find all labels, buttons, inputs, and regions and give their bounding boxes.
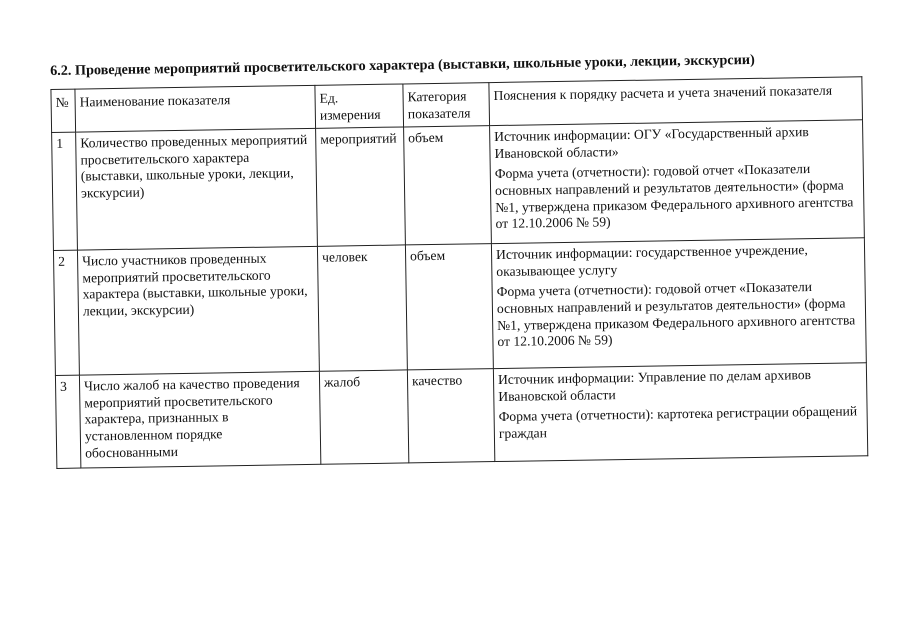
explanation-form: Форма учета (отчетности): картотека регистрации обращений граждан xyxy=(498,403,858,441)
header-category: Категория показателя xyxy=(403,83,490,128)
cell-explanation xyxy=(491,238,866,369)
cell-unit: человек xyxy=(317,245,407,371)
explanation-source: Источник информации: ОГУ «Государственный архив Ивановской области» xyxy=(494,124,809,161)
cell-unit: жалоб xyxy=(319,370,408,464)
cell-category: объем xyxy=(404,126,492,245)
cell-explanation xyxy=(493,363,867,462)
header-name: Наименование показателя xyxy=(75,85,316,132)
cell-name: Число жалоб на качество проведения мероприятий просветительского характера, признанных в установленном порядке обоснованными xyxy=(79,371,320,468)
scanned-content xyxy=(50,49,868,469)
cell-no: 2 xyxy=(53,250,79,375)
explanation-form: Форма учета (отчетности): годовой отчет «Показатели основных направлений и результатов деятельности» (форма №1, утверждена приказом Федерального архивного агентства от 12.10.2006 № 59) xyxy=(496,279,856,350)
header-explanation: Пояснения к порядку расчета и учета значений показателя xyxy=(489,77,863,126)
header-unit: Ед. измерения xyxy=(315,84,404,129)
cell-explanation xyxy=(490,120,865,244)
cell-category: качество xyxy=(407,369,494,463)
explanation-source: Источник информации: Управление по делам архивов Ивановской области xyxy=(497,367,812,404)
table-row xyxy=(52,120,865,251)
table-row xyxy=(53,238,866,376)
section-title: 6.2. Проведение мероприятий просветительского характера (выставки, школьные уроки, лекции, экскурсии) xyxy=(50,51,755,79)
cell-name: Количество проведенных мероприятий просветительского характера (выставки, школьные уроки, лекции, экскурсии) xyxy=(76,129,318,251)
table-row xyxy=(55,363,867,469)
cell-no: 1 xyxy=(52,132,78,250)
explanation-source: Источник информации: государственное учреждение, оказывающее услугу xyxy=(495,242,808,279)
explanation-form: Форма учета (отчетности): годовой отчет «Показатели основных направлений и результатов деятельности» (форма №1, утверждена приказом Федерального архивного агентства от 12.10.2006 № 59) xyxy=(494,161,854,232)
header-no: № xyxy=(51,89,76,133)
cell-unit: мероприятий xyxy=(316,127,406,246)
cell-no: 3 xyxy=(55,375,80,468)
cell-name: Число участников проведенных мероприятий просветительского характера (выставки, школьные уроки, лекции, экскурсии) xyxy=(77,247,319,376)
indicators-table xyxy=(50,76,868,469)
cell-category: объем xyxy=(405,244,493,370)
